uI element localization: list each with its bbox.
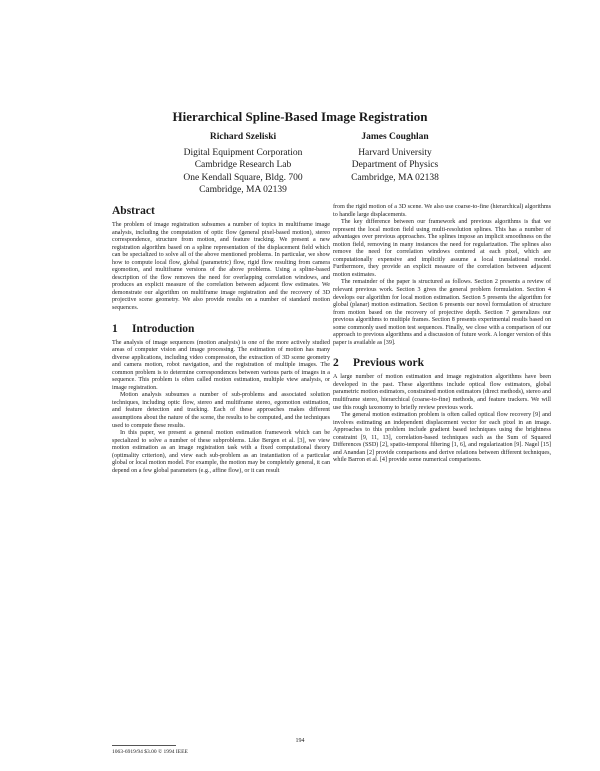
paragraph: from the rigid motion of a 3D scene. We also use coarse-to-fine (hierarchical) algorithms to handle large displacements. [333,204,551,218]
section-number: 1 [112,322,118,335]
author-affiliation: Cambridge Research Lab [194,160,292,170]
right-column [333,204,551,465]
author-block-2 [330,131,460,184]
author-name: James Coughlan [361,132,429,142]
paragraph: The key difference between our framework and previous algorithms is that we represent the local motion field using multi-resolution splines. This has a number of advantages over previous approaches. The splines impose an implicit smoothness on the motion field, removing in many instances the need for regularization. The splines also remove the need for correlation windows centered at each pixel, which are computationally expensive and implicitly assume a local translational model. Furthermore, they provide an explicit measure of the correlation between adjacent motion estimates. [333,219,551,278]
section-title: Introduction [132,322,195,335]
paragraph: A large number of motion estimation and image registration algorithms have been developed in the past. These algorithms include optical flow estimators, global parametric motion estimators, constrained motion estimators (direct methods), stereo and multiframe stereo, hierarchical (coarse-to-fine) methods, and feature trackers. We will use this rough taxonomy to briefly review previous work. [333,374,551,411]
section-heading-previous-work [333,356,551,370]
paper-title: Hierarchical Spline-Based Image Registration [172,109,428,124]
author-affiliation: Digital Equipment Corporation [183,147,303,158]
paragraph: Motion analysis subsumes a number of sub-problems and associated solution techniques, including optic flow, stereo and multiframe stereo, egomotion estimation, and feature detection and tracking. Each of these approaches makes different assumptions about the nature of the scene, the results to be computed, and the techniques used to compute these results. [112,392,330,429]
abstract-heading: Abstract [112,205,155,217]
abstract-text: The problem of image registration subsumes a number of topics in multiframe image analysis, including the computation of optic flow (general pixel-based motion), stereo correspondence, structure from motion, and feature tracking. We present a new registration algorithm based on a spline representation of the displacement field which can be specialized to solve all of the above mentioned problems. In particular, we show how to compute local flow, global (parametric) flow, rigid flow resulting from camera egomotion, and multiframe versions of the above problems. Using a spline-based description of the flow removes the need for overlapping correlation windows, and produces an explicit measure of the correlation between adjacent flow estimates. We demonstrate our algorithm on multiframe image registration and the recovery of 3D projective scene geometry. We also provide results on a number of standard motion sequences. [112,222,330,312]
section-title: Previous work [353,357,425,370]
paragraph: In this paper, we present a general motion estimation framework which can be specialized to solve a number of these subproblems. Like Bergen et al. [3], we view motion estimation as an image registration task with a fixed computational theory (optimality criterion), and view each sub-problem as an instantiation of a particular global or local motion model. For example, the motion may be completely general, it can depend on a few global parameters (e.g., affine flow), or it can result [112,430,330,474]
left-column [112,204,330,475]
section-heading-introduction [112,322,330,336]
author-affiliation: Cambridge, MA 02138 [351,172,439,183]
author-affiliation: Harvard University [358,147,432,158]
page-number: 194 [295,738,305,744]
author-affiliation: One Kendall Square, Bldg. 700 [183,172,303,183]
section-number: 2 [333,357,339,370]
paragraph: The remainder of the paper is structured as follows. Section 2 presents a review of relevant previous work. Section 3 gives the general problem formulation. Section 4 develops our algorithm for local motion estimation. Section 5 presents the algorithm for global (planar) motion estimation. Section 6 presents our novel formulation of structure from motion based on the recovery of projective depth. Section 7 generalizes our previous algorithms to multiple frames. Section 8 presents experimental results based on some commonly used motion test sequences. Finally, we close with a comparison of our approach to previous algorithms and a discussion of future work. A longer version of this paper is available as [39]. [333,279,551,346]
author-name: Richard Szeliski [209,132,277,142]
author-block-1 [168,131,318,197]
footer-rule [112,745,176,746]
paragraph: The general motion estimation problem is often called optical flow recovery [9] and involves estimating an independent displacement vector for each pixel in an image. Approaches to this problem include gradient based techniques using the brightness constraint [9, 11, 13], correlation-based techniques such as the Sum of Squared Differences (SSD) [2], spatio-temporal filtering [1, 6], and regularization [9]. Nagel [15] and Anandan [2] provide comparisons and derive relations between different techniques, while Barron et al. [4] provide some numerical comparisons. [333,412,551,464]
author-affiliation: Department of Physics [351,160,439,170]
paragraph: The analysis of image sequences (motion analysis) is one of the more actively studied areas of computer vision and image processing. The estimation of motion has many diverse applications, including video compression, the extraction of 3D scene geometry and camera motion, robot navigation, and the registration of multiple images. The common problem is to determine correspondences between various parts of images in a sequence. This problem is often called motion estimation, multiple view analysis, or image registration. [112,339,330,391]
copyright-footer: 1063-6919/94 $3.00 © 1994 IEEE [112,749,188,755]
author-affiliation: Cambridge, MA 02139 [199,185,287,195]
